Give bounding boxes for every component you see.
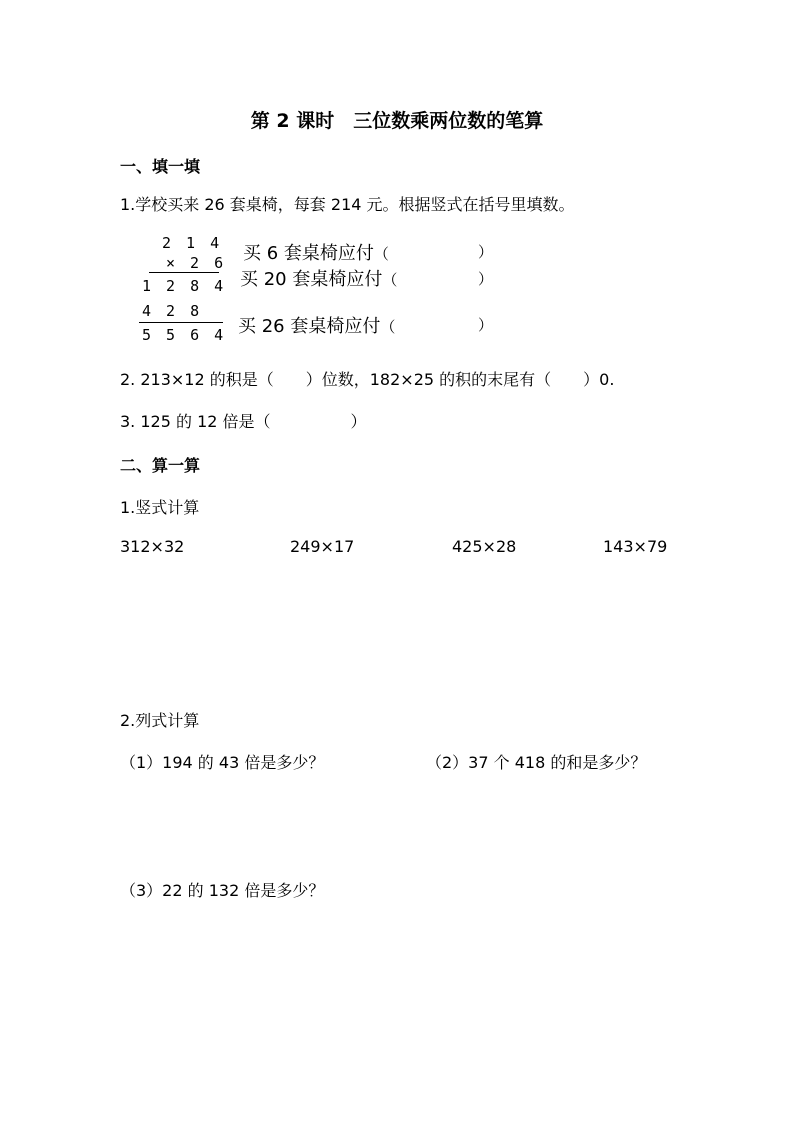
pay-label: 买 20 套桌椅应付 — [240, 269, 383, 290]
pay-label: 买 6 套桌椅应付 — [243, 243, 374, 264]
section-heading-calculate: 二、算一算 — [120, 456, 201, 475]
word-problem-1: （1）194 的 43 倍是多少？ — [120, 753, 325, 772]
vertical-row-product: 5 5 6 4 — [142, 326, 227, 344]
subsection-expression-calc: 2.列式计算 — [120, 711, 200, 730]
vertical-row-multiplier: × 2 6 — [166, 254, 227, 272]
question-2-text: 2. 213×12 的积是（ ）位数，182×25 的积的末尾有（ ）0. — [120, 370, 615, 389]
subsection-vertical-calc: 1.竖式计算 — [120, 498, 200, 517]
problem-312x32: 312×32 — [120, 537, 185, 556]
pay-line-26-sets — [238, 312, 395, 338]
vertical-row-partial-2: 4 2 8 — [142, 302, 203, 320]
problem-425x28: 425×28 — [452, 537, 517, 556]
pay-line-20-sets — [240, 265, 397, 291]
answer-blank-close: ） — [478, 316, 494, 334]
page-title: 第 2 课时 三位数乘两位数的笔算 — [250, 110, 544, 132]
vertical-rule-2 — [139, 322, 223, 323]
problem-249x17: 249×17 — [290, 537, 355, 556]
answer-blank-close: ） — [478, 270, 494, 288]
question-3-text: 3. 125 的 12 倍是（ ） — [120, 412, 367, 431]
pay-line-6-sets — [243, 239, 389, 265]
vertical-row-multiplicand: 2 1 4 — [162, 234, 223, 252]
pay-label: 买 26 套桌椅应付 — [238, 316, 381, 337]
vertical-row-partial-1: 1 2 8 4 — [142, 277, 227, 295]
word-problem-2: （2）37 个 418 的和是多少？ — [426, 753, 647, 772]
answer-blank-open: （ — [380, 318, 396, 336]
answer-blank-open: （ — [373, 245, 389, 263]
answer-blank-close: ） — [478, 243, 494, 261]
word-problem-3: （3）22 的 132 倍是多少？ — [120, 881, 325, 900]
vertical-rule-1 — [149, 272, 219, 273]
problem-143x79: 143×79 — [603, 537, 668, 556]
answer-blank-open: （ — [382, 271, 398, 289]
question-1-text: 1.学校买来 26 套桌椅，每套 214 元。根据竖式在括号里填数。 — [120, 195, 575, 214]
section-heading-fill: 一、填一填 — [120, 157, 201, 176]
